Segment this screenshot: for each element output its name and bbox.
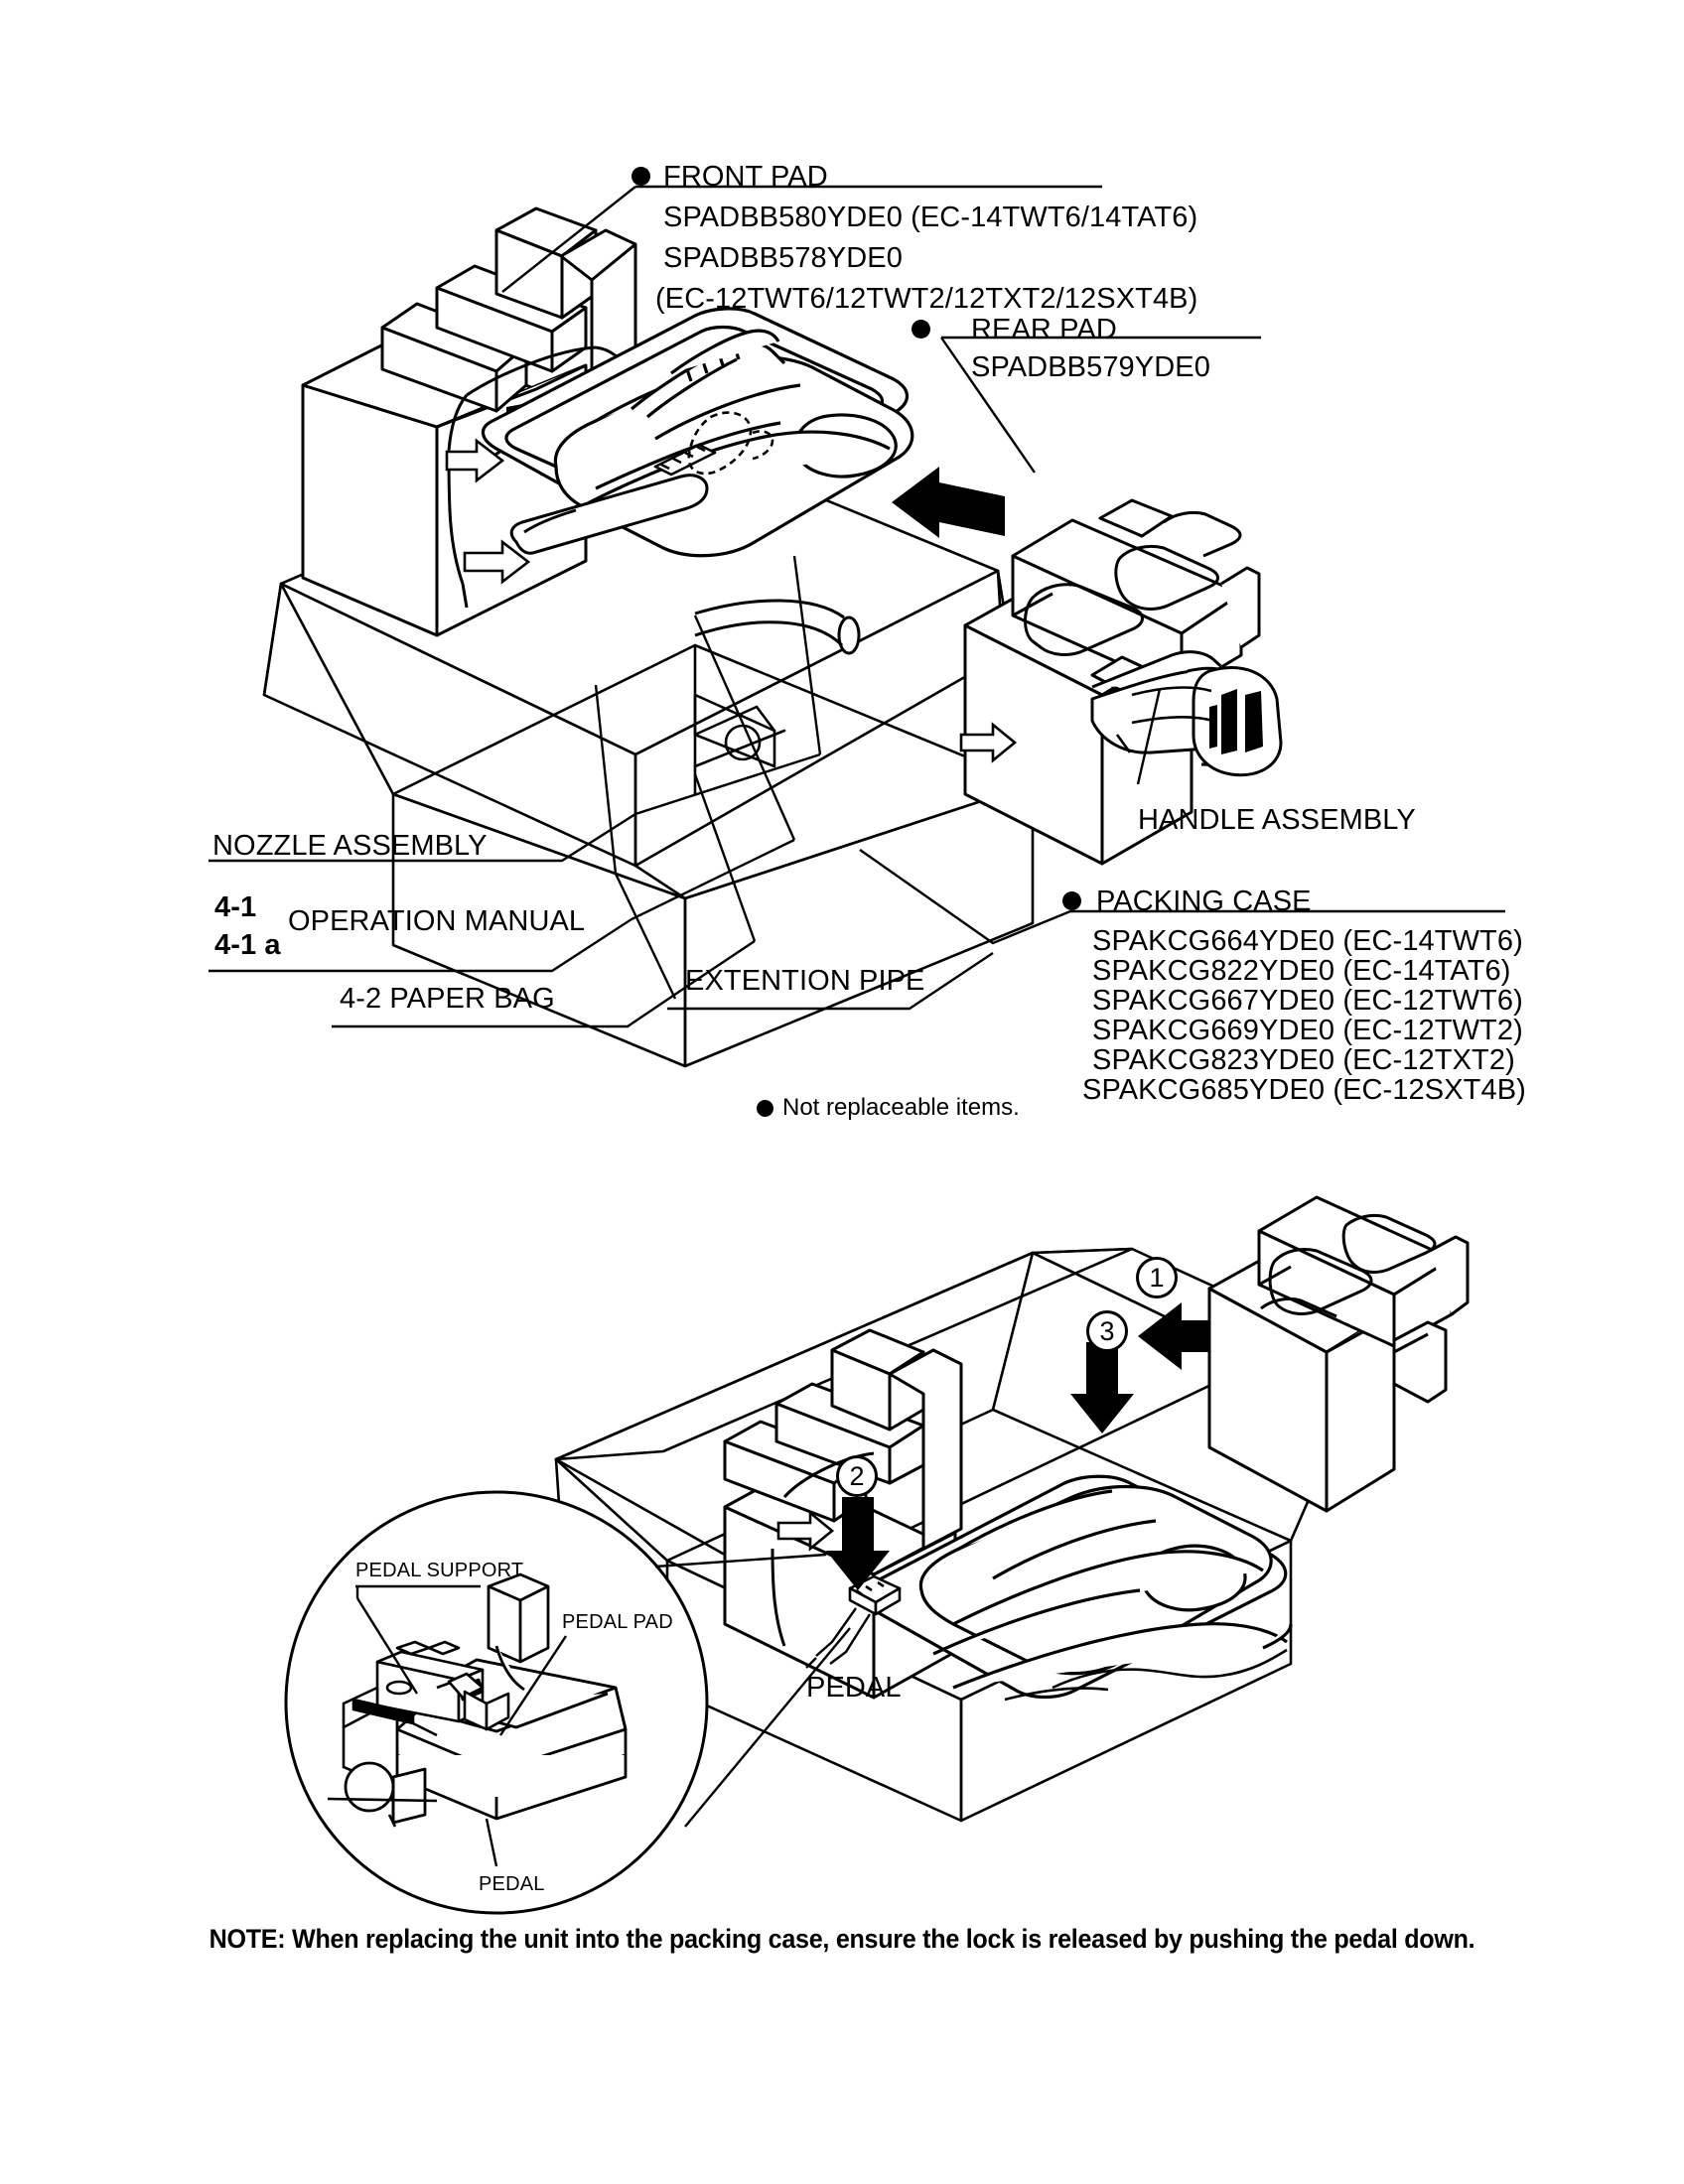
extention-pipe-label: EXTENTION PIPE [685, 965, 925, 997]
paper-bag-label: 4-2 PAPER BAG [340, 983, 555, 1015]
callout-1-arrow [1070, 1342, 1134, 1433]
legend-text: Not replaceable items. [782, 1094, 1020, 1121]
callout-circle-3 [1086, 1310, 1128, 1352]
packing-case-label: PACKING CASE [1096, 886, 1312, 917]
rear-pad-label: REAR PAD [971, 314, 1117, 345]
pedal-label: PEDAL [806, 1672, 902, 1704]
packing-case-part-5: SPAKCG823YDE0 (EC-12TXT2) [1092, 1044, 1515, 1076]
pedal-pad-label: PEDAL PAD [562, 1611, 673, 1633]
operation-manual-label: OPERATION MANUAL [288, 905, 586, 937]
packing-case-part-6: SPAKCG685YDE0 (EC-12SXT4B) [1082, 1074, 1526, 1106]
rear-pad-part-1: SPADBB579YDE0 [971, 351, 1210, 383]
operation-manual-ref-2: 4-1 a [214, 929, 281, 961]
packing-case-part-1: SPAKCG664YDE0 (EC-14TWT6) [1092, 925, 1523, 957]
callout-3-number: 3 [1099, 1315, 1115, 1346]
nozzle-assembly-label: NOZZLE ASSEMBLY [212, 830, 488, 862]
pedal-support-label: PEDAL SUPPORT [355, 1560, 524, 1581]
callout-1-number: 1 [1149, 1262, 1165, 1293]
note-text: NOTE: When replacing the unit into the packing case, ensure the lock is released by pushing the pedal down. [209, 1924, 1475, 1954]
front-pad-part-2: SPADBB578YDE0 [663, 242, 903, 274]
packing-case-part-2: SPAKCG822YDE0 (EC-14TAT6) [1092, 955, 1511, 987]
operation-manual-ref-1: 4-1 [214, 891, 257, 923]
callout-circle-1 [1136, 1257, 1178, 1298]
packing-case-part-4: SPAKCG669YDE0 (EC-12TWT2) [1092, 1015, 1523, 1046]
handle-assembly-label: HANDLE ASSEMBLY [1138, 804, 1416, 836]
front-pad-part-1: SPADBB580YDE0 (EC-14TWT6/14TAT6) [663, 202, 1198, 233]
callout-2-number: 2 [849, 1460, 865, 1491]
front-pad-part-3: (EC-12TWT6/12TWT2/12TXT2/12SXT4B) [655, 283, 1198, 315]
packing-case-part-3: SPAKCG667YDE0 (EC-12TWT6) [1092, 985, 1523, 1017]
inset-pedal-label: PEDAL [479, 1873, 545, 1895]
front-pad-label: FRONT PAD [663, 161, 828, 193]
callout-circle-2 [836, 1455, 878, 1497]
